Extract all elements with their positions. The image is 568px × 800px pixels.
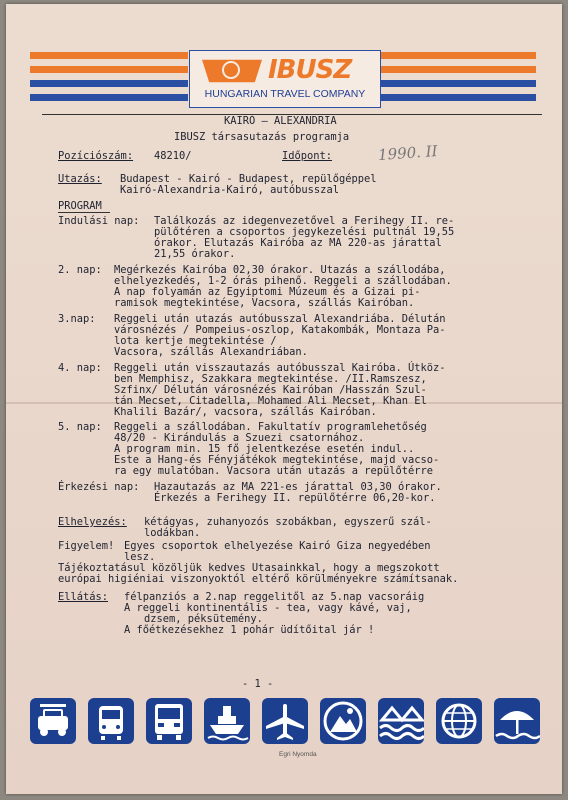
logo-subtitle: HUNGARIAN TRAVEL COMPANY [204, 88, 366, 100]
day-line: A program min. 15 fő jelentkezése esetén indul.. [114, 443, 415, 455]
car-icon [30, 698, 76, 744]
attention-line: lesz. [124, 551, 156, 563]
lodging-label: Elhelyezés: [58, 516, 127, 528]
day-label: Indulási nap: [58, 215, 140, 227]
day-line: Szfinx/ Délután városnézés Kairóban /Hasszán Szul- [114, 384, 427, 396]
day-line: 21,55 órakor. [154, 248, 236, 260]
day-label: Érkezési nap: [58, 481, 140, 493]
day-line: Vacsora, szállás Alexandriában. [114, 346, 308, 358]
stripe-blue-left [30, 94, 188, 101]
day-line: 48/20 - Kirándulás a Szuezi csatornához. [114, 432, 365, 444]
day-line: Érkezés a Ferihegy II. repülőtérre 06,20-kor. [154, 492, 436, 504]
document-page [6, 4, 562, 794]
ship-icon [204, 698, 250, 744]
day-line: ben Memphisz, Szakkara megtekintése. /II.Ramszesz, [114, 373, 427, 385]
day-line: elhelyezkedés, 1-2 órás pihenő. Reggeli a szállodában. [114, 275, 452, 287]
travel-line: Kairó-Alexandria-Kairó, autóbusszal [120, 184, 339, 196]
lodging-line: lodákban. [144, 527, 201, 539]
stripe-blue-left [30, 80, 188, 87]
day-line: Reggeli után utazás autóbusszal Alexandriába. Délután [114, 313, 446, 325]
stripe-blue-right [380, 94, 536, 101]
attention-line: Egyes csoportok elhelyezése Kairó Giza negyedében [124, 540, 431, 552]
airplane-icon [262, 698, 308, 744]
info-line: Tájékoztatásul közöljük kedves Utasainkkal, hogy a megszokott [58, 562, 440, 574]
day-line: Khalili Bazár/, vacsora, szállás Kairóban. [114, 406, 377, 418]
globe-icon [222, 61, 240, 79]
day-line: Este a Hang-és Fényjátékok megtekintése, majd vacso- [114, 454, 440, 466]
position-label: Pozíciószám: [58, 150, 134, 162]
day-line: Hazautazás az MA 221-es járattal 03,30 órakor. [154, 481, 442, 493]
program-rule [58, 212, 110, 213]
board-line: A főétkezésekhez 1 pohár üdítőital jár ! [124, 624, 375, 636]
day-label: 2. nap: [58, 264, 102, 276]
day-label: 3.nap: [58, 313, 96, 325]
day-line: Megérkezés Kairóba 02,30 órakor. Utazás a szállodába, [114, 264, 446, 276]
info-line: európai higiéniai viszonyoktól eltérő körülményekre számítsanak. [58, 573, 459, 585]
board-line: félpanziós a 2.nap reggelitől az 5.nap vacsoráig [124, 591, 425, 603]
program-label: PROGRAM [58, 200, 102, 212]
day-label: 4. nap: [58, 362, 102, 374]
waves-icon [378, 698, 424, 744]
date-handwritten: 1990. II [377, 141, 439, 165]
day-label: 5. nap: [58, 421, 102, 433]
stripe-blue-right [380, 80, 536, 87]
stripe-orange-right [380, 66, 536, 73]
travel-label: Utazás: [58, 173, 102, 185]
day-line: A nap folyamán az Egyiptomi Múzeum és a Gizai pi- [114, 286, 421, 298]
doc-subtitle: IBUSZ társasutazás programja [174, 131, 350, 143]
day-line: lota kertje megtekintése / [114, 335, 277, 347]
day-line: Reggeli után visszautazás autóbusszal Kairóba. Útköz- [114, 362, 446, 374]
day-line: Találkozás az idegenvezetővel a Ferihegy II. re- [154, 215, 455, 227]
doc-title: KAIRÓ – ALEXANDRIA [224, 115, 337, 127]
footer-icon-row [30, 698, 546, 748]
date-label: Időpont: [282, 150, 333, 162]
logo-name: IBUSZ [268, 55, 352, 85]
day-line: pülőtéren a csoportos jegykezelési pultnál 19,55 [154, 226, 455, 238]
lodging-line: kétágyas, zuhanyozós szobákban, egyszerű szál- [144, 516, 432, 528]
travel-line: Budapest - Kairó - Budapest, repülőgéppel [120, 173, 377, 185]
page-number: - 1 - [242, 678, 274, 690]
board-label: Ellátás: [58, 591, 109, 603]
mountain-sun-icon [320, 698, 366, 744]
day-line: ra egy mulatóban. Vacsora után utazás a repülőtérre [114, 465, 434, 477]
beach-umbrella-icon [494, 698, 540, 744]
day-line: tán Mecset, Citadella, Mohamed Ali Mecset, Khan El [114, 395, 427, 407]
day-line: Reggeli a szállodában. Fakultatív programlehetőség [114, 421, 427, 433]
stripe-orange-left [30, 66, 188, 73]
board-line: A reggeli kontinentális - tea, vagy kávé, vaj, [124, 602, 412, 614]
printer-credit: Egri Nyomda [279, 751, 317, 758]
position-value: 48210/ [154, 150, 192, 162]
globe-icon [436, 698, 482, 744]
day-line: városnézés / Pompeius-oszlop, Katakombák, Montaza Pa- [114, 324, 446, 336]
board-line: dzsem, péksütemény. [144, 613, 263, 625]
tram-icon [88, 698, 134, 744]
day-line: ramisok megtekintése, Vacsora, szállás Kairóban. [114, 297, 415, 309]
day-line: órakor. Elutazás Kairóba az MA 220-as járattal [154, 237, 442, 249]
bus-icon [146, 698, 192, 744]
stripe-orange-right [380, 52, 536, 59]
stripe-orange-left [30, 52, 188, 59]
attention-label: Figyelem! [58, 540, 115, 552]
ibusz-logo [189, 50, 381, 108]
